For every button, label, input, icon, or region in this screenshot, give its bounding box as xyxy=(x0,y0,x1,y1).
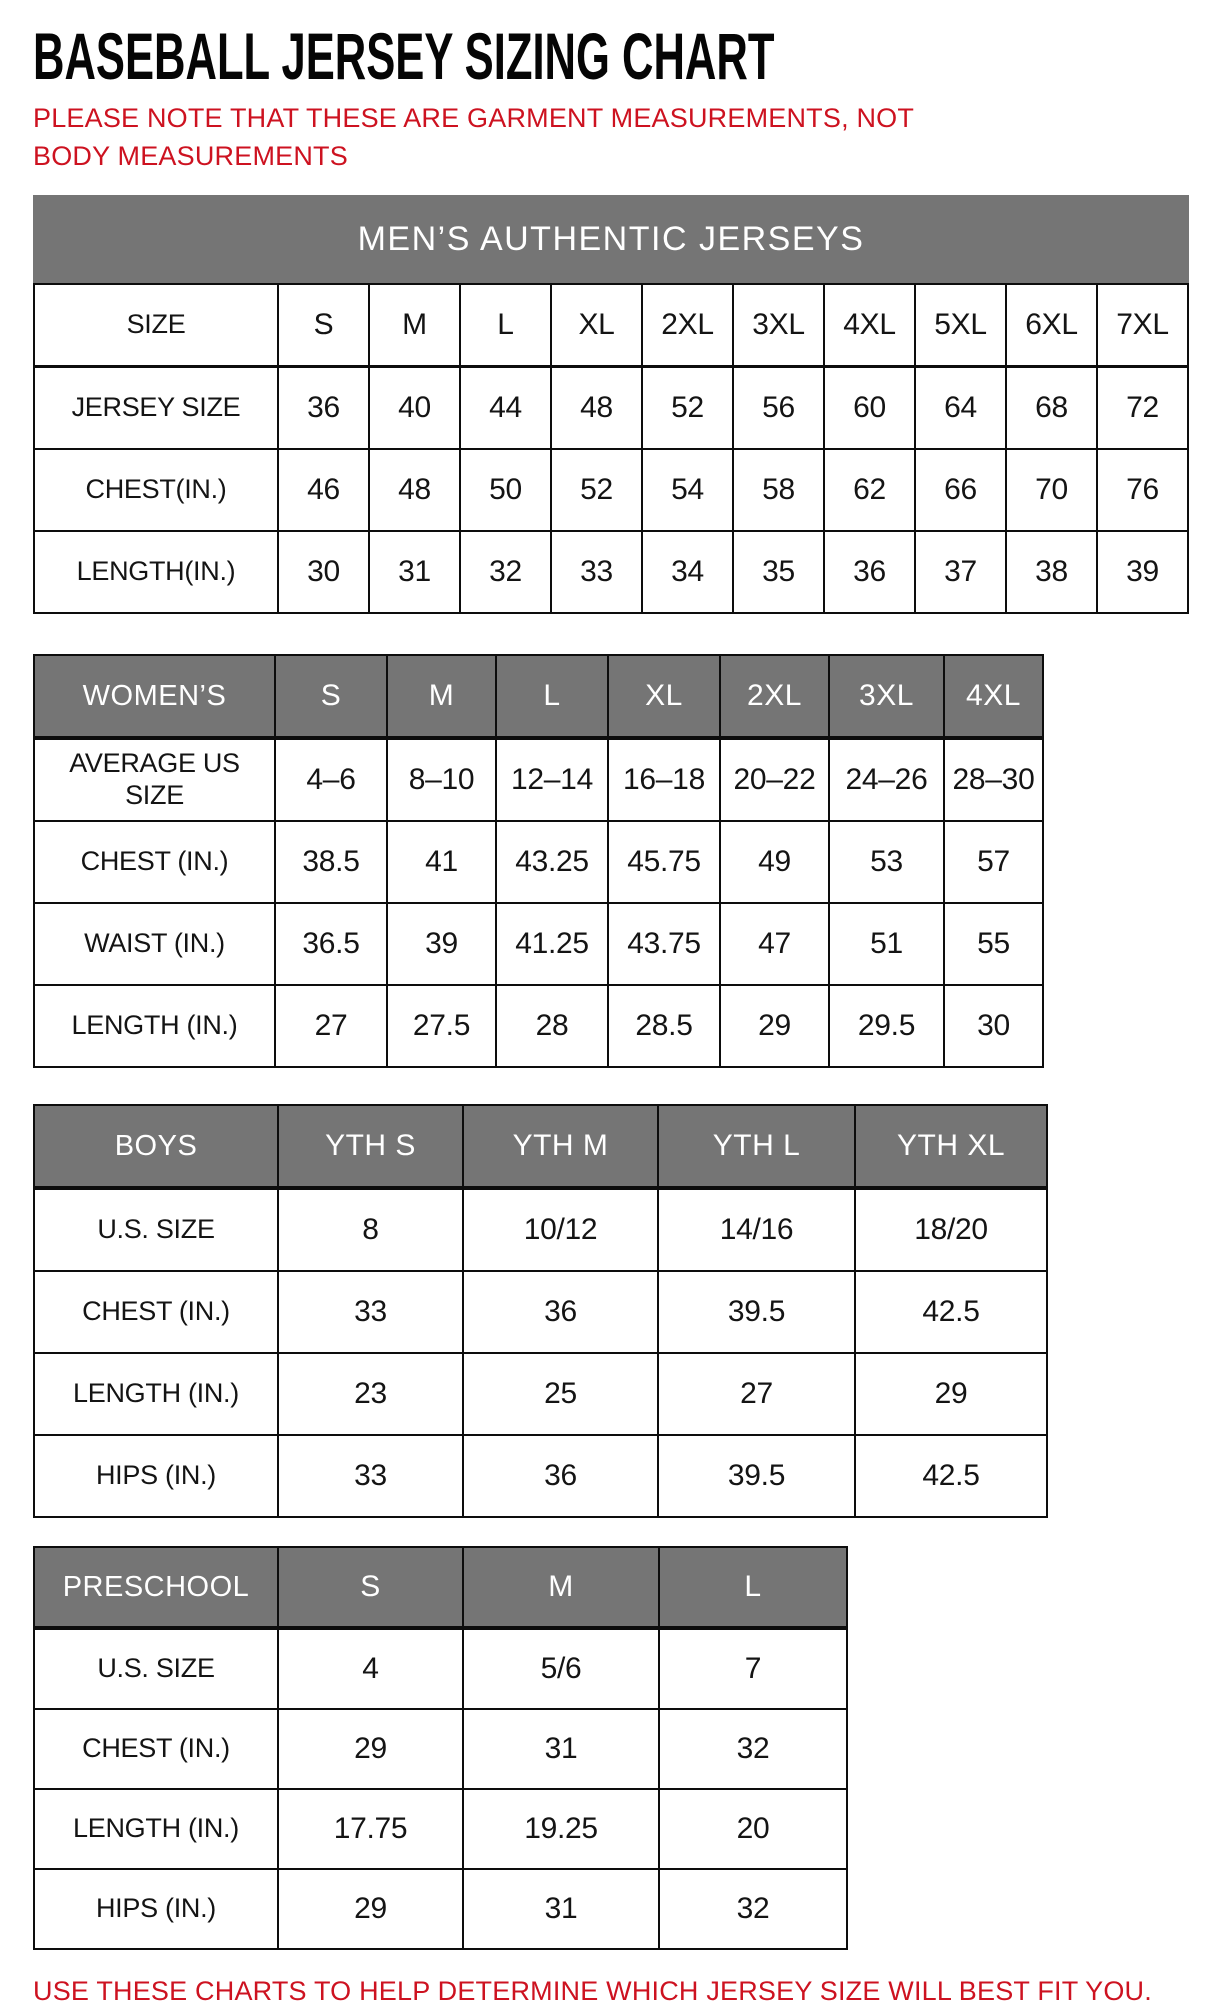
value-cell: 29 xyxy=(278,1869,463,1949)
value-cell: 33 xyxy=(278,1271,463,1353)
value-cell: 38.5 xyxy=(275,821,387,903)
col-header-cell: 2XL xyxy=(720,655,829,738)
col-header-cell: L xyxy=(460,284,551,367)
value-cell: 55 xyxy=(944,903,1043,985)
womens-header-row xyxy=(34,655,1043,738)
table-row xyxy=(34,903,1043,985)
value-cell: 20 xyxy=(659,1789,847,1869)
value-cell: 19.25 xyxy=(463,1789,659,1869)
value-cell: 52 xyxy=(551,449,642,531)
row-label-cell: CHEST (IN.) xyxy=(34,1271,278,1353)
value-cell: 39 xyxy=(387,903,496,985)
table-row xyxy=(34,1709,847,1789)
value-cell: 36 xyxy=(278,367,369,450)
col-header-cell: XL xyxy=(551,284,642,367)
value-cell: 31 xyxy=(369,531,460,613)
value-cell: 31 xyxy=(463,1869,659,1949)
value-cell: 38 xyxy=(1006,531,1097,613)
row-label-cell: JERSEY SIZE xyxy=(34,367,278,450)
row-label-cell: LENGTH(IN.) xyxy=(34,531,278,613)
value-cell: 47 xyxy=(720,903,829,985)
col-header-cell: YTH XL xyxy=(855,1105,1047,1188)
col-header-cell: S xyxy=(278,1547,463,1628)
table-row xyxy=(34,1869,847,1949)
header-label-cell: WOMEN’S xyxy=(34,655,275,738)
col-header-cell: M xyxy=(369,284,460,367)
col-header-cell: 7XL xyxy=(1097,284,1188,367)
value-cell: 36 xyxy=(463,1271,658,1353)
row-label-cell: WAIST (IN.) xyxy=(34,903,275,985)
value-cell: 32 xyxy=(659,1869,847,1949)
col-header-cell: S xyxy=(275,655,387,738)
value-cell: 34 xyxy=(642,531,733,613)
value-cell: 39.5 xyxy=(658,1435,855,1517)
value-cell: 45.75 xyxy=(608,821,720,903)
value-cell: 32 xyxy=(659,1709,847,1789)
value-cell: 36.5 xyxy=(275,903,387,985)
value-cell: 27 xyxy=(275,985,387,1067)
row-label-cell: U.S. SIZE xyxy=(34,1188,278,1271)
value-cell: 4–6 xyxy=(275,738,387,821)
table-row xyxy=(34,449,1188,531)
col-header-cell: L xyxy=(659,1547,847,1628)
value-cell: 8 xyxy=(278,1188,463,1271)
value-cell: 60 xyxy=(824,367,915,450)
mens-header-row xyxy=(34,284,1188,367)
mens-sizing-table xyxy=(33,283,1189,614)
row-label-cell: CHEST(IN.) xyxy=(34,449,278,531)
value-cell: 66 xyxy=(915,449,1006,531)
table-row xyxy=(34,1435,1047,1517)
value-cell: 33 xyxy=(551,531,642,613)
value-cell: 29.5 xyxy=(829,985,944,1067)
row-label-cell: CHEST (IN.) xyxy=(34,1709,278,1789)
row-label-cell: LENGTH (IN.) xyxy=(34,985,275,1067)
value-cell: 24–26 xyxy=(829,738,944,821)
row-label-cell: HIPS (IN.) xyxy=(34,1869,278,1949)
value-cell: 56 xyxy=(733,367,824,450)
value-cell: 28 xyxy=(496,985,608,1067)
table-row xyxy=(34,985,1043,1067)
value-cell: 36 xyxy=(824,531,915,613)
womens-sizing-table xyxy=(33,654,1044,1068)
table-row xyxy=(34,367,1188,450)
value-cell: 64 xyxy=(915,367,1006,450)
row-label-cell: LENGTH (IN.) xyxy=(34,1353,278,1435)
value-cell: 43.25 xyxy=(496,821,608,903)
table-row xyxy=(34,738,1043,821)
value-cell: 27 xyxy=(658,1353,855,1435)
table-row xyxy=(34,1271,1047,1353)
preschool-header-row xyxy=(34,1547,847,1628)
value-cell: 16–18 xyxy=(608,738,720,821)
col-header-cell: YTH S xyxy=(278,1105,463,1188)
value-cell: 39.5 xyxy=(658,1271,855,1353)
value-cell: 17.75 xyxy=(278,1789,463,1869)
value-cell: 48 xyxy=(551,367,642,450)
value-cell: 72 xyxy=(1097,367,1188,450)
row-label-cell: HIPS (IN.) xyxy=(34,1435,278,1517)
value-cell: 76 xyxy=(1097,449,1188,531)
col-header-cell: 3XL xyxy=(829,655,944,738)
value-cell: 62 xyxy=(824,449,915,531)
row-label-cell: CHEST (IN.) xyxy=(34,821,275,903)
value-cell: 32 xyxy=(460,531,551,613)
col-header-cell: 5XL xyxy=(915,284,1006,367)
value-cell: 8–10 xyxy=(387,738,496,821)
value-cell: 52 xyxy=(642,367,733,450)
value-cell: 12–14 xyxy=(496,738,608,821)
value-cell: 57 xyxy=(944,821,1043,903)
table-row xyxy=(34,1628,847,1709)
value-cell: 41 xyxy=(387,821,496,903)
mens-table-banner: MEN’S AUTHENTIC JERSEYS xyxy=(33,195,1189,283)
value-cell: 42.5 xyxy=(855,1435,1047,1517)
value-cell: 10/12 xyxy=(463,1188,658,1271)
table-row xyxy=(34,531,1188,613)
value-cell: 54 xyxy=(642,449,733,531)
value-cell: 48 xyxy=(369,449,460,531)
value-cell: 28.5 xyxy=(608,985,720,1067)
value-cell: 31 xyxy=(463,1709,659,1789)
value-cell: 42.5 xyxy=(855,1271,1047,1353)
value-cell: 30 xyxy=(944,985,1043,1067)
table-row xyxy=(34,821,1043,903)
fit-advice-footer: USE THESE CHARTS TO HELP DETERMINE WHICH JERSEY SIZE WILL BEST FIT YOU. xyxy=(33,1976,1152,2007)
value-cell: 4 xyxy=(278,1628,463,1709)
value-cell: 39 xyxy=(1097,531,1188,613)
col-header-cell: 4XL xyxy=(944,655,1043,738)
value-cell: 49 xyxy=(720,821,829,903)
header-label-cell: PRESCHOOL xyxy=(34,1547,278,1628)
value-cell: 30 xyxy=(278,531,369,613)
col-header-cell: YTH M xyxy=(463,1105,658,1188)
row-label-cell: U.S. SIZE xyxy=(34,1628,278,1709)
value-cell: 36 xyxy=(463,1435,658,1517)
value-cell: 14/16 xyxy=(658,1188,855,1271)
table-row xyxy=(34,1353,1047,1435)
value-cell: 29 xyxy=(855,1353,1047,1435)
value-cell: 27.5 xyxy=(387,985,496,1067)
value-cell: 18/20 xyxy=(855,1188,1047,1271)
garment-measurement-note: PLEASE NOTE THAT THESE ARE GARMENT MEASUREMENTS, NOT BODY MEASUREMENTS xyxy=(33,102,914,171)
col-header-cell: XL xyxy=(608,655,720,738)
col-header-cell: L xyxy=(496,655,608,738)
header-label-cell: BOYS xyxy=(34,1105,278,1188)
row-label-cell: AVERAGE US SIZE xyxy=(34,738,275,821)
value-cell: 40 xyxy=(369,367,460,450)
value-cell: 41.25 xyxy=(496,903,608,985)
value-cell: 43.75 xyxy=(608,903,720,985)
value-cell: 20–22 xyxy=(720,738,829,821)
value-cell: 29 xyxy=(278,1709,463,1789)
preschool-sizing-table xyxy=(33,1546,848,1950)
value-cell: 29 xyxy=(720,985,829,1067)
row-label-cell: LENGTH (IN.) xyxy=(34,1789,278,1869)
value-cell: 51 xyxy=(829,903,944,985)
value-cell: 70 xyxy=(1006,449,1097,531)
col-header-cell: M xyxy=(387,655,496,738)
value-cell: 44 xyxy=(460,367,551,450)
table-row xyxy=(34,1789,847,1869)
value-cell: 23 xyxy=(278,1353,463,1435)
table-row xyxy=(34,1188,1047,1271)
value-cell: 25 xyxy=(463,1353,658,1435)
col-header-cell: M xyxy=(463,1547,659,1628)
value-cell: 7 xyxy=(659,1628,847,1709)
col-header-cell: 3XL xyxy=(733,284,824,367)
col-header-cell: S xyxy=(278,284,369,367)
col-header-cell: YTH L xyxy=(658,1105,855,1188)
value-cell: 68 xyxy=(1006,367,1097,450)
value-cell: 53 xyxy=(829,821,944,903)
value-cell: 46 xyxy=(278,449,369,531)
value-cell: 28–30 xyxy=(944,738,1043,821)
col-header-cell: 6XL xyxy=(1006,284,1097,367)
value-cell: 35 xyxy=(733,531,824,613)
value-cell: 33 xyxy=(278,1435,463,1517)
col-header-cell: 4XL xyxy=(824,284,915,367)
header-label-cell: SIZE xyxy=(34,284,278,367)
col-header-cell: 2XL xyxy=(642,284,733,367)
boys-sizing-table xyxy=(33,1104,1048,1518)
page-title: BASEBALL JERSEY SIZING CHART xyxy=(33,19,775,93)
value-cell: 37 xyxy=(915,531,1006,613)
boys-header-row xyxy=(34,1105,1047,1188)
value-cell: 5/6 xyxy=(463,1628,659,1709)
value-cell: 50 xyxy=(460,449,551,531)
value-cell: 58 xyxy=(733,449,824,531)
